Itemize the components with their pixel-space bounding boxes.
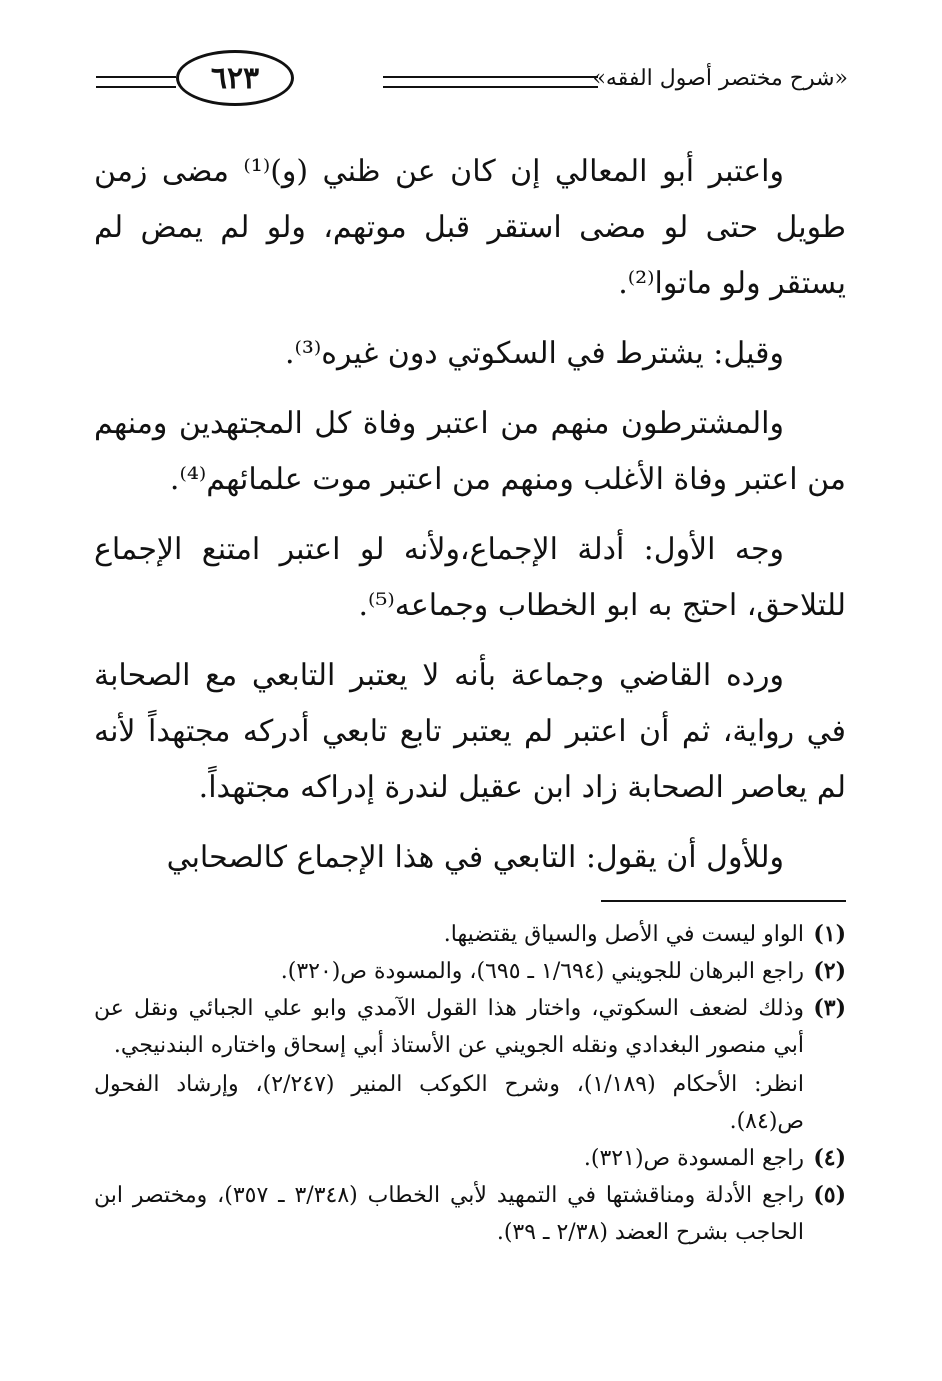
book-title: «شرح مختصر أصول الفقه» xyxy=(592,66,848,91)
footnote-text: راجع الأدلة ومناقشتها في التمهيد لأبي الخطاب (٣/٣٤٨ ـ ٣٥٧)، ومختصر ابن الحاجب بشرح العضد (٢/٣٨ ـ ٣٩). xyxy=(94,1183,804,1245)
footnote-text: وذلك لضعف السكوتي، واختار هذا القول الآمدي وابو علي الجبائي ونقل عن أبي منصور البغدادي ونقله الجويني عن الأستاذ أبي إسحاق واختاره البندنيجي. xyxy=(94,996,804,1058)
footnote xyxy=(94,1140,846,1177)
footnotes xyxy=(94,916,846,1251)
footnote-continuation: انظر: الأحكام (١/١٨٩)، وشرح الكوكب المنير (٢/٢٤٧)، وإرشاد الفحول ص(٨٤). xyxy=(94,1072,804,1134)
main-text xyxy=(94,144,846,900)
paragraph: وللأول أن يقول: التابعي في هذا الإجماع كالصحابي xyxy=(166,840,784,875)
footnote-text: الواو ليست في الأصل والسياق يقتضيها. xyxy=(443,922,804,947)
footnote-number: (٤) xyxy=(813,1145,846,1171)
paragraph: والمشترطون منهم من اعتبر وفاة كل المجتهدين ومنهم من اعتبر وفاة الأغلب ومنهم من اعتبر موت علمائهم⁽⁴⁾. xyxy=(94,406,846,497)
page-number: ٦٢٣ xyxy=(176,50,294,106)
footnote xyxy=(94,990,846,1140)
footnote-number: (١) xyxy=(813,921,846,947)
paragraph: ورده القاضي وجماعة بأنه لا يعتبر التابعي مع الصحابة في رواية، ثم أن اعتبر لم يعتبر تابع تابعي أدركه مجتهداً لأنه لم يعاصر الصحابة زاد ابن عقيل لندرة إدراكه مجتهداً. xyxy=(94,658,846,805)
header-double-rule-left xyxy=(96,76,176,88)
footnote xyxy=(94,953,846,990)
footnote-separator xyxy=(601,900,846,902)
footnote xyxy=(94,916,846,953)
footnote xyxy=(94,1177,846,1251)
paragraph: وجه الأول: أدلة الإجماع،ولأنه لو اعتبر امتنع الإجماع للتلاحق، احتج به ابو الخطاب وجماعه⁽⁵⁾. xyxy=(94,532,846,623)
page-header xyxy=(96,44,848,114)
footnote-text: راجع المسودة ص(٣٢١). xyxy=(583,1146,804,1171)
header-double-rule-right xyxy=(383,76,598,88)
paragraph: وقيل: يشترط في السكوتي دون غيره⁽³⁾. xyxy=(284,336,784,371)
footnote-text: راجع البرهان للجويني (١/٦٩٤ ـ ٦٩٥)، والمسودة ص(٣٢٠). xyxy=(280,959,804,984)
footnote-number: (٢) xyxy=(813,958,846,984)
paragraph: واعتبر أبو المعالي إن كان عن ظني (و)⁽¹⁾ مضى زمن طويل حتى لو مضى استقر قبل موتهم، ولو لم يمض لم يستقر ولو ماتوا⁽²⁾. xyxy=(94,154,846,301)
footnote-number: (٥) xyxy=(813,1182,846,1208)
footnote-number: (٣) xyxy=(813,995,846,1021)
